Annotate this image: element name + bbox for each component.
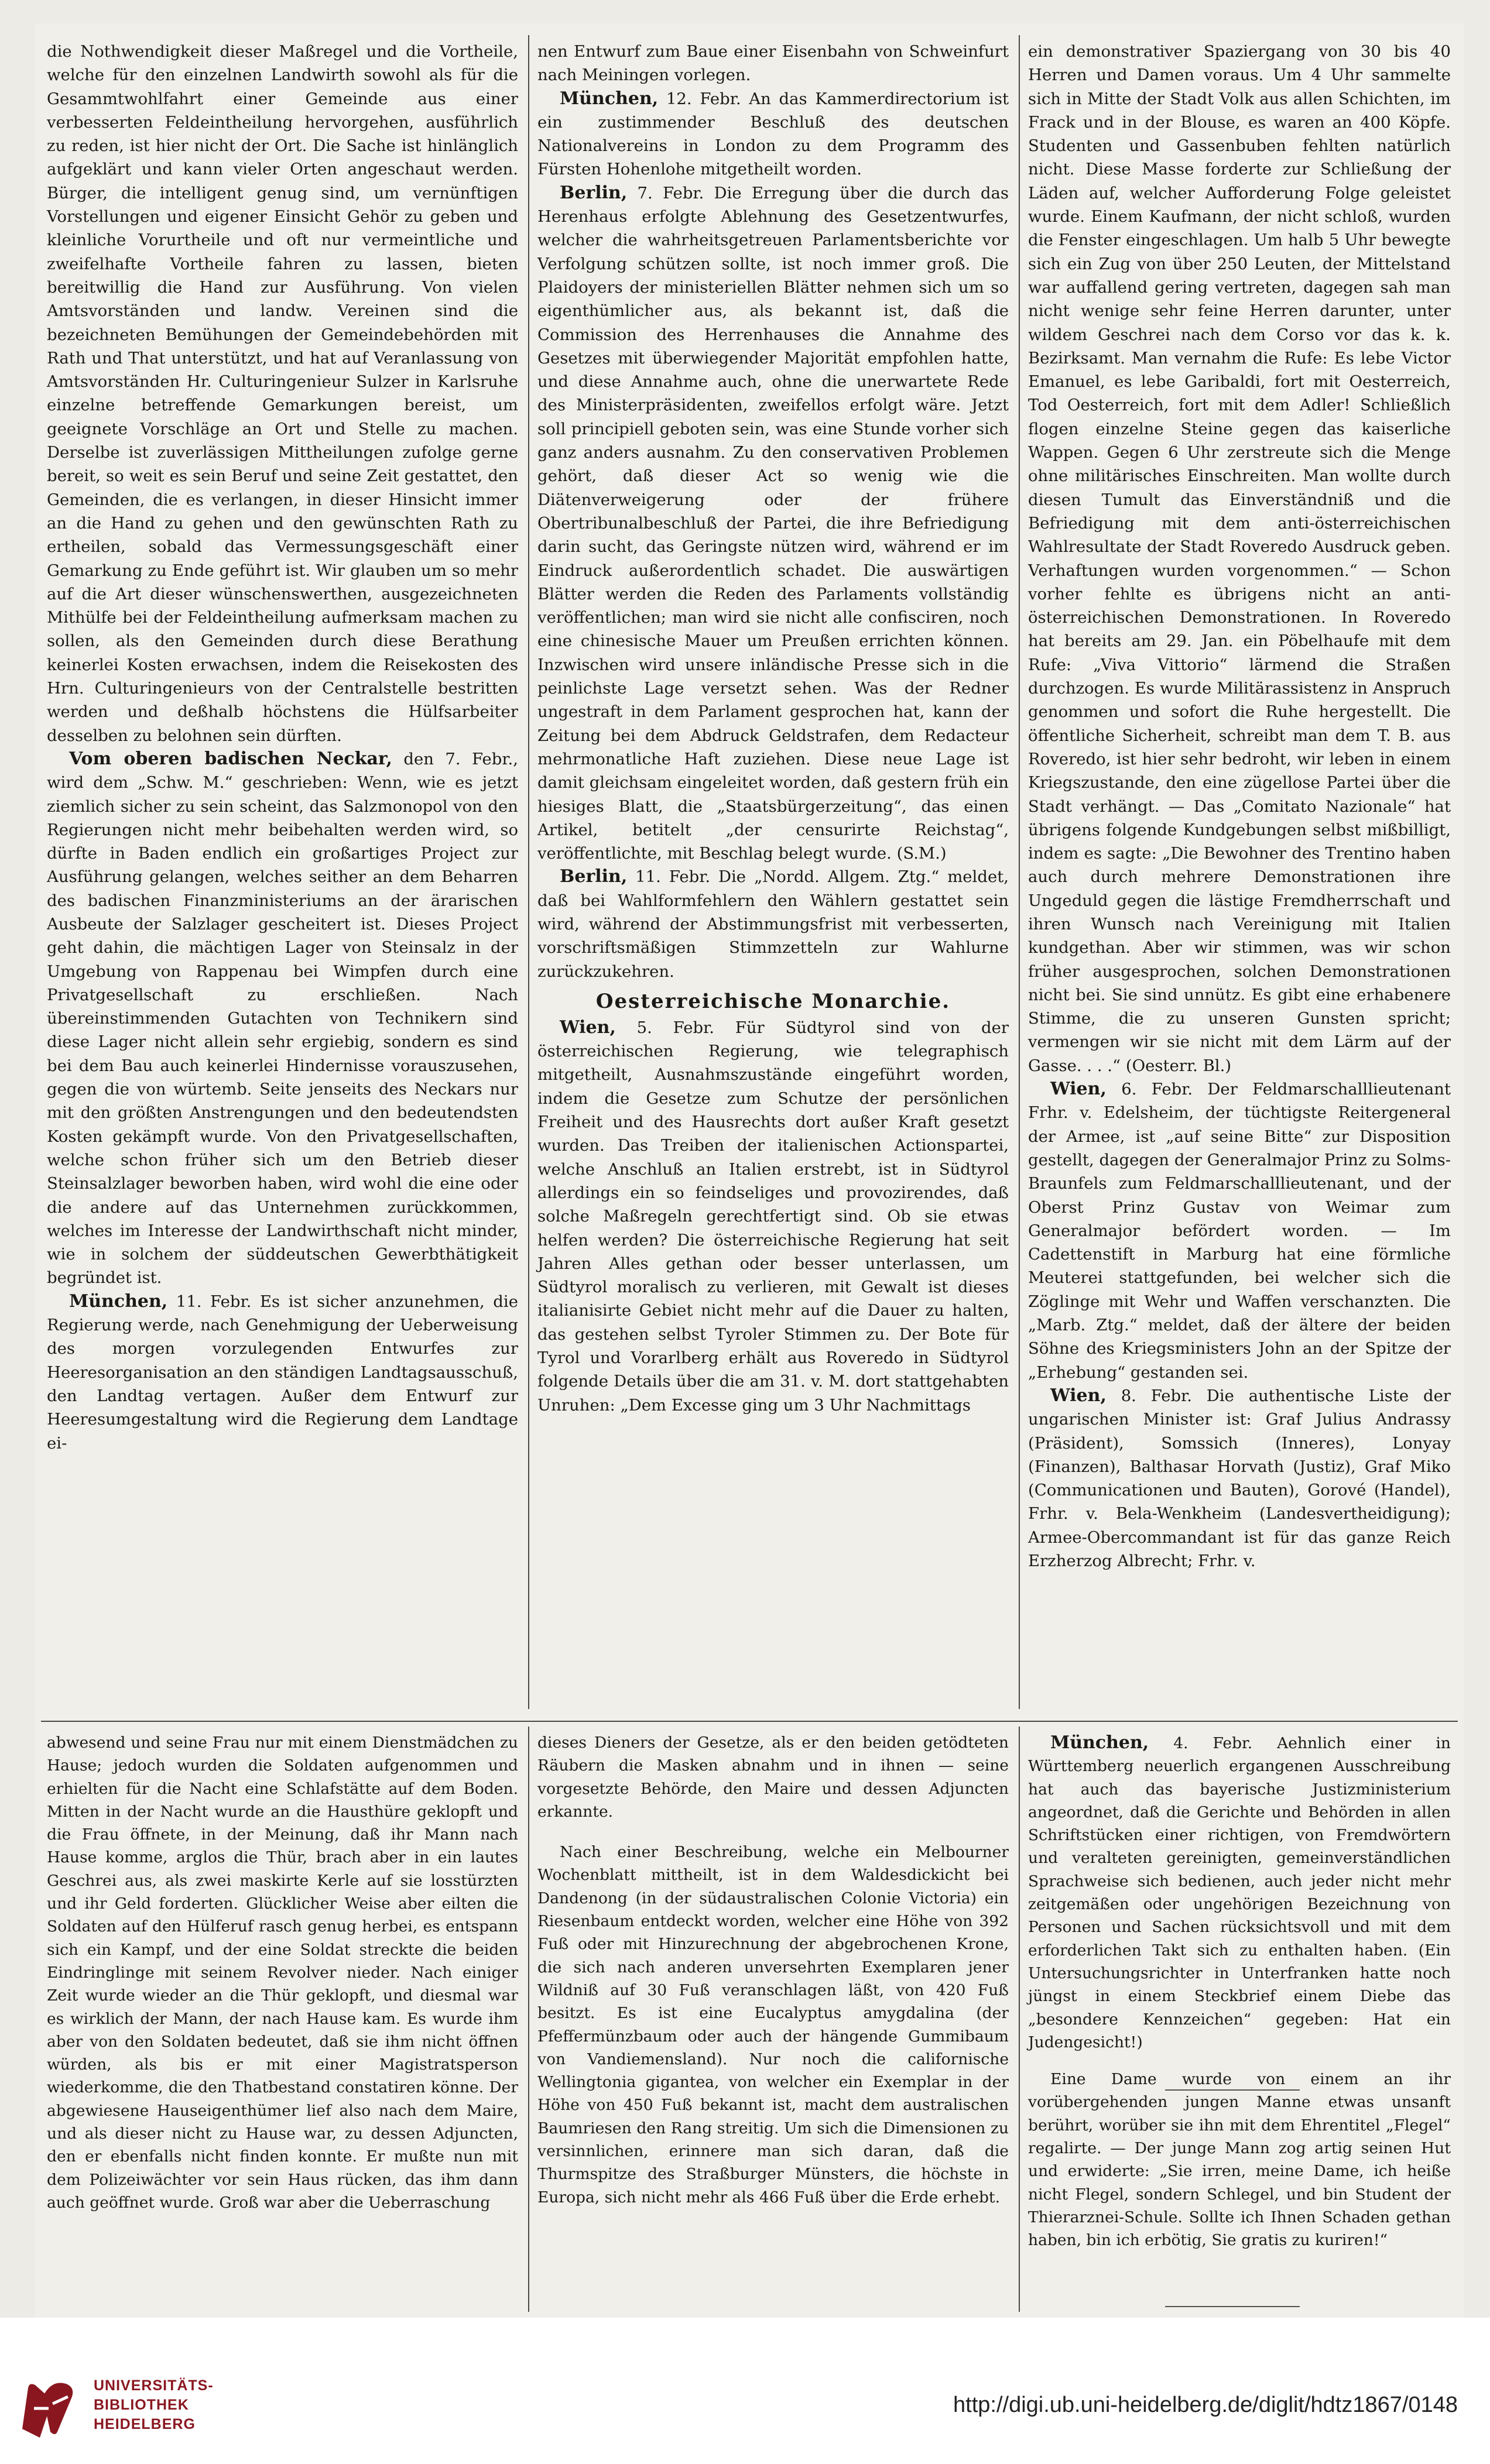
feuilleton-muenchen-4: München, 4. Febr. Aehnlich einer in Württemberg neuerlich ergangenen Ausschreibung hat auch das bayerische Justizministerium angeordnet, daß die Gerichte und Behörden in allen Schriftstücken einer richtigen, von Fremdwörtern und veralteten gereinigten, gemeinverständlichen Sprachweise sich bedienen, auch jeder nicht mehr zeitgemäßen oder ungehörigen Bezeichnung von Personen und Sachen rücksichtsvoll und mit dem erforderlichen Takt sich zu enthalten haben. (Ein Untersuchungsrichter in Unterfranken hatte noch jüngst in einem Steckbrief einem Diebe das „besondere Kennzeichen“ gegeben: Hat ein Judengesicht!)	[1028, 1732, 1451, 2051]
lower-column-rule-1	[528, 1727, 529, 2312]
library-name: UNIVERSITÄTS- BIBLIOTHEK HEIDELBERG	[94, 2377, 214, 2432]
lower-column-3	[1028, 1731, 1451, 2252]
lower-column-1	[47, 1731, 518, 2214]
article-roveredo: ein demonstrativer Spaziergang von 30 bis 40 Herren und Damen voraus. Um 4 Uhr sammelte sich in Mitte der Stadt Volk aus allen Schichten, im Frack und in der Blouse, es waren an 400 Köpfe. Studenten und Gassenbuben fehlten natürlich nicht. Diese Masse forderte zur Schließung der Läden auf, welcher Aufforderung Folge geleistet wurde. Einem Kaufmann, der nicht schloß, wurden die Fenster eingeschlagen. Um halb 5 Uhr bewegte sich ein Zug von über 250 Leuten, der Mittelstand war auffallend gering vertreten, dagegen sah man nicht wenige sehr feine Herren darunter, unter wildem Geschrei nach dem Corso vor das k. k. Bezirksamt. Man vernahm die Rufe: Es lebe Victor Emanuel, es lebe Garibaldi, fort mit Oesterreich, Tod Oesterreich, fort mit dem Adler! Schließlich flogen einzelne Steine gegen das kaiserliche Wappen. Gegen 6 Uhr zerstreute sich die Menge ohne militärisches Einschreiten. Man wollte durch diesen Tumult das Einverständniß und die Befriedigung mit dem anti-österreichischen Wahlresultate der Stadt Roveredo Ausdruck geben. Verhaftungen wurden vorgenommen.“ — Schon vorher fehlte es übrigens nicht an anti-österreichischen Demonstrationen. In Roveredo hat bereits am 29. Jan. ein Pöbelhaufe mit dem Rufe: „Viva Vittorio“ lärmend die Straßen durchzogen. Es wurde Militärassistenz in Anspruch genommen und sofort die Ruhe hergestellt. Die öffentliche Sicherheit, schreibt man dem T. B. aus Roveredo, ist hier sehr bedroht, wir leben in einem Kriegszustande, den eine zügellose Partei über die Stadt verhängt. — Das „Comitato Nazionale“ hat übrigens folgende Kundgebungen selbst mißbilligt, indem es sagte: „Die Bewohner des Trentino haben auch durch mehrere Demonstrationen ihre Ungeduld gegen die lästige Fremdherrschaft und ihren Wunsch nach Vereinigung mit Italien kundgethan. Aber wir stimmen, was wir schon früher ausgesprochen, solchen Demonstrationen nicht bei. Sie sind unnütz. Es gibt eine erhabenere Stimme, die zu unseren Gunsten spricht; vermengen wir sie nicht mit dem Lärm auf der Gasse. . . .“ (Oesterr. Bl.)	[1028, 42, 1451, 1075]
dateline-neckar: Vom oberen badischen Neckar,	[69, 748, 392, 769]
short-rule-lower-3a	[1165, 2089, 1300, 2091]
lower-column-rule-2	[1019, 1727, 1020, 2312]
feuilleton-raeuber-end: dieses Dieners der Gesetze, als er den beiden getödteten Räubern die Masken abnahm und in ihnen — seine vorgesetzte Behörde, den Maire und dessen Adjuncten erkannte.	[537, 1734, 1009, 1821]
newspaper-page	[35, 23, 1464, 2318]
article-berlin-11: Berlin, 11. Febr. Die „Nordd. Allgem. Ztg.“ meldet, daß bei Wahlformfehlern den Wählern gestattet sein wird, während der Abstimmungsfrist mit verbesserten, vorschriftsmäßigen Stimmzetteln zur Wahlurne zurückzukehren.	[537, 866, 1009, 981]
feuilleton-raeuber: abwesend und seine Frau nur mit einem Dienstmädchen zu Hause; jedoch wurden die Soldaten aufgenommen und erhielten für die Nacht eine Schlafstätte auf dem Boden. Mitten in der Nacht wurde an die Hausthüre geklopft und die Frau öffnete, in der Meinung, daß ihr Mann nach Hause komme, arglos die Thür, brach aber in ein lautes Geschrei aus, als zwei maskirte Kerle auf sie losstürzten und ihr Geld forderten. Glücklicher Weise aber eilten die Soldaten auf den Hülferuf rasch genug herbei, es entspann sich ein Kampf, und der eine Soldat streckte die beiden Eindringlinge mit seinem Revolver nieder. Nach einiger Zeit wurde wieder an die Thür geklopft, und diesmal war es wirklich der Mann, der nach Hause kam. Es wurde ihm aber von den Soldaten bedeutet, daß sie ihm nicht öffnen würden, als bis er mit einer Magistratsperson wiederkomme, die den Thatbestand constatiren könne. Der abgewiesene Hauseigenthümer lief also nach dem Maire, und als dieser nicht zu Hause war, zu dessen Adjuncten, den er ebenfalls nicht finden konnte. Er mußte nun mit dem Polizeiwächter vor sein Haus rücken, das ihm dann auch geöffnet wurde. Groß war aber die Ueberraschung	[47, 1734, 518, 2212]
section-separator	[41, 1721, 1458, 1722]
article-wien-5: Wien, 5. Febr. Für Südtyrol sind von der österreichischen Regierung, wie telegraphisch mitgetheilt, Ausnahmszustände eingeführt worden, indem die Gesetze zum Schutze der persönlichen Freiheit und des Hausrechts dort außer Kraft gesetzt wurden. Das Treiben der italienischen Actionspartei, welche Anschluß an Italien erstrebt, ist in Südtyrol allerdings ein so feindseliges und provozirendes, daß solche Maßregeln gerechtfertigt sind. Ob sie etwas helfen werden? Die österreichische Regierung hat seit Jahren Alles gethan oder besser unterlassen, um Südtyrol moralisch zu verlieren, mit Gewalt ist dieses italianisirte Gebiet nicht mehr auf die Dauer zu halten, das gestehen selbst Tyroler Stimmen zu. Der Bote für Tyrol und Vorarlberg erhält aus Roveredo in Südtyrol folgende Details über die am 31. v. M. dort stattgehabten Unruhen: „Dem Excesse ging um 3 Uhr Nachmittags	[537, 1017, 1009, 1415]
permalink-url[interactable]: http://digi.ub.uni-heidelberg.de/diglit/hdtz1867/0148	[953, 2393, 1458, 2417]
section-heading-austria: Oesterreichische Monarchie.	[595, 989, 951, 1013]
article-feldeintheilung: die Nothwendigkeit dieser Maßregel und die Vortheile, welche für den einzelnen Landwirth sowohl als für die Gesammtwohlfahrt einer Gemeinde aus einer verbesserten Feldeintheilung hervorgehen, ausführlich zu reden, ist hier nicht der Ort. Die Sache ist hinlänglich aufgeklärt und kann vieler Orten angeschaut werden. Bürger, die intelligent genug sind, um vernünftigen Vorstellungen und eigener Einsicht Gehör zu geben und kleinliche Vorurtheile und oft nur vermeintliche und zweifelhafte Vortheile fahren zu lassen, bieten bereitwillig die Hand zur Ausführung. Von vielen Amtsvorständen und landw. Vereinen sind die bezeichneten Bemühungen der Gemeindebehörden mit Rath und That unterstützt, und hat auf Veranlassung von Amtsvorständen Hr. Culturingenieur Sulzer in Karlsruhe einzelne betreffende Gemarkungen bereist, um geeignete Vorschläge an Ort und Stelle zu machen. Derselbe ist zuverlässigen Mittheilungen zufolge gerne bereit, so weit es sein Beruf und seine Zeit gestattet, den Gemeinden, die es verlangen, in dieser Hinsicht immer an die Hand zu gehen und den gewünschten Rath zu ertheilen, sobald das Vermessungsgeschäft einer Gemarkung zu Ende geführt ist. Wir glauben um so mehr auf die Art dieser wünschenswerthen, ausgezeichneten Mithülfe bei der Feldeintheilung aufmerksam machen zu sollen, als den Gemeinden durch diese Berathung keinerlei Kosten erwachsen, indem die Reisekosten des Hrn. Culturingenieurs von der Centralstelle bestritten werden und deßhalb höchstens die Hülfsarbeiter desselben zu belohnen sein dürften.	[47, 42, 518, 745]
short-rule-lower-3b	[1165, 2306, 1300, 2307]
article-muenchen-11: München, 11. Febr. Es ist sicher anzunehmen, die Regierung werde, nach Genehmigung der Ueberweisung des morgen vorzulegenden Entwurfes zur Heeresorganisation an den ständigen Landtagsausschuß, den Landtag vertagen. Außer dem Entwurf zur Heeresumgestaltung wird die Regierung dem Landtage ei-	[47, 1291, 518, 1453]
column-rule-2	[1019, 35, 1020, 1709]
upper-column-3	[1028, 40, 1451, 1573]
upper-column-1	[47, 40, 518, 1455]
dateline-muenchen: München,	[69, 1291, 168, 1312]
article-wien-8: Wien, 8. Febr. Die authentische Liste der ungarischen Minister ist: Graf Julius Andrassy (Präsident), Somssich (Inneres), Lonyay (Finanzen), Balthasar Horvath (Justiz), Graf Miko (Communicationen und Bauten), Gorové (Handel), Frhr. v. Bela-Wenkheim (Landesvertheidigung); Armee-Obercommandant ist für das ganze Reich Erzherzog Albrecht; Frhr. v.	[1028, 1385, 1451, 1570]
article-berlin-7: Berlin, 7. Febr. Die Erregung über die durch das Herenhaus erfolgte Ablehnung des Gesetzentwurfes, welcher die wahrheitsgetreuen Parlamentsberichte vor Verfolgung schützen sollte, ist noch immer groß. Die Plaidoyers der ministeriellen Blätter nehmen sich um so eigenthümlicher aus, als bekannt ist, daß die Commission des Herrenhauses die Annahme des Gesetzes mit überwiegender Majorität empfohlen hatte, und diese Annahme auch, ohne die unerwartete Rede des Ministerpräsidenten, zweifellos erfolgt wäre. Jetzt soll principiell geboten sein, was eine Stunde vorher sich ganz anders ausnahm. Zu den conservativen Problemen gehört, daß dieser Act so wenig wie die Diätenverweigerung oder der frühere Obertribunalbeschluß der Partei, die ihre Befriedigung darin sucht, das Geringste nützen wird, während er im Eindruck außerordentlich schadet. Die auswärtigen Blätter werden die Reden des Parlaments vollständig veröffentlichen; man wird sie nicht alle confisciren, noch eine chinesische Mauer um Preußen errichten können. Inzwischen wird unsere inländische Presse sich in die peinlichste Lage versetzt sehen. Was der Redner ungestraft in dem Parlament gesprochen hat, kann der Zeitung bei dem Abdruck Geldstrafen, dem Redacteur mehrmonatliche Haft zuziehen. Diese neue Lage ist damit gleichsam eingeleitet worden, daß gestern früh ein hiesiges Blatt, die „Staatsbürgerzeitung“, das einen Artikel, betitelt „der censurirte Reichstag“, veröffentlichte, mit Beschlag belegt wurde. (S.M.)	[537, 182, 1009, 863]
library-logo-icon	[16, 2373, 81, 2444]
spacer	[1028, 2054, 1451, 2068]
feuilleton-flegel: Eine Dame wurde von einem an ihr vorübergehenden jungen Manne etwas unsanft berührt, worüber sie ihn mit dem Ehrentitel „Flegel“ regalirte. — Der junge Mann zog artig seinen Hut und erwiderte: „Sie irren, meine Dame, ich heiße nicht Flegel, sondern Schlegel, und bin Student der Thierarznei-Schule. Sollte ich Ihnen Schaden gethan haben, bin ich erbötig, Sie gratis zu kuriren!“	[1028, 2070, 1451, 2250]
article-muenchen-12: München, 12. Febr. An das Kammerdirectorium ist ein zustimmender Beschluß des deutschen Nationalvereins in London zu dem Programm des Fürsten Hohenlohe mitgetheilt worden.	[537, 88, 1009, 179]
digitization-footer	[0, 2318, 1490, 2464]
article-eisenbahn: nen Entwurf zum Baue einer Eisenbahn von Schweinfurt nach Meiningen vorlegen.	[537, 42, 1009, 85]
feuilleton-riesenbaum: Nach einer Beschreibung, welche ein Melbourner Wochenblatt mittheilt, ist in dem Waldesdickicht bei Dandenong (in der südaustralischen Colonie Victoria) ein Riesenbaum entdeckt worden, welcher eine Höhe von 392 Fuß oder mit Hinzurechnung der abgebrochenen Krone, die sich nach anderen unversehrten Exemplaren jener Wildniß auf 30 Fuß veranschlagen läßt, von 420 Fuß besitzt. Es ist eine Eucalyptus amygdalina (der Pfeffermünzbaum oder auch der hängende Gummibaum von Vandiemensland). Nur noch die californische Wellingtonia gigantea, von welcher ein Exemplar in der Höhe von 450 Fuß bekannt ist, macht dem australischen Baumriesen den Rang streitig. Um sich die Dimensionen zu versinnlichen, erinnere man sich daran, daß die Thurmspitze des Straßburger Münsters, die höchste in Europa, sich nicht mehr als 466 Fuß über die Erde erhebt.	[537, 1843, 1009, 2206]
spacer	[537, 1823, 1009, 1841]
article-wien-6: Wien, 6. Febr. Der Feldmarschalllieutenant Frhr. v. Edelsheim, der tüchtigste Reitergeneral der Armee, ist „auf seine Bitte“ zur Disposition gestellt, dagegen der Generalmajor Prinz zu Solms-Braunfels zum Feldmarschalllieutenant, und der Oberst Prinz Gustav von Weimar zum Generalmajor befördert worden. — Im Cadettenstift in Marburg hat eine förmliche Meuterei stattgefunden, bei welcher sich die Zöglinge mit Wehr und Waffen verschanzten. Die „Marb. Ztg.“ meldet, daß der ältere der beiden Söhne des Kriegsministers John an der Spitze der „Erhebung“ gestanden sei.	[1028, 1079, 1451, 1382]
lower-column-2	[537, 1731, 1009, 2209]
article-neckar: Vom oberen badischen Neckar, den 7. Febr., wird dem „Schw. M.“ geschrieben: Wenn, wie es jetzt ziemlich sicher zu sein scheint, das Salzmonopol von den Regierungen nicht mehr beibehalten werden wird, so dürfte in Baden endlich ein großartiges Project zur Ausführung gelangen, welches seither an dem Beharren des badischen Finanzministeriums an der ärarischen Ausbeute der Salzlager gescheitert ist. Dieses Project geht dahin, die mächtigen Lager von Steinsalz in der Umgebung von Rappenau bei Wimpfen durch eine Privatgesellschaft zu erschließen. Nach übereinstimmenden Gutachten von Technikern sind diese Lager nicht allein sehr ergiebig, sondern es sind bei dem Bau auch keinerlei Hindernisse vorauszusehen, gegen die von würtemb. Seite jenseits des Neckars nur mit den größten Anstrengungen und den bedeutendsten Kosten gekämpft wurde. Von den Privatgesellschaften, welche schon früher sich um den Betrieb dieser Steinsalzlager beworben haben, wird wohl die eine oder die andere auf das Unternehmen zurückkommen, welches im Interesse der Landwirthschaft nicht minder, wie in solchem der süddeutschen Gewerbthätigkeit begründet ist.	[47, 748, 519, 1288]
column-rule-1	[528, 35, 529, 1709]
upper-column-2	[537, 40, 1009, 1417]
